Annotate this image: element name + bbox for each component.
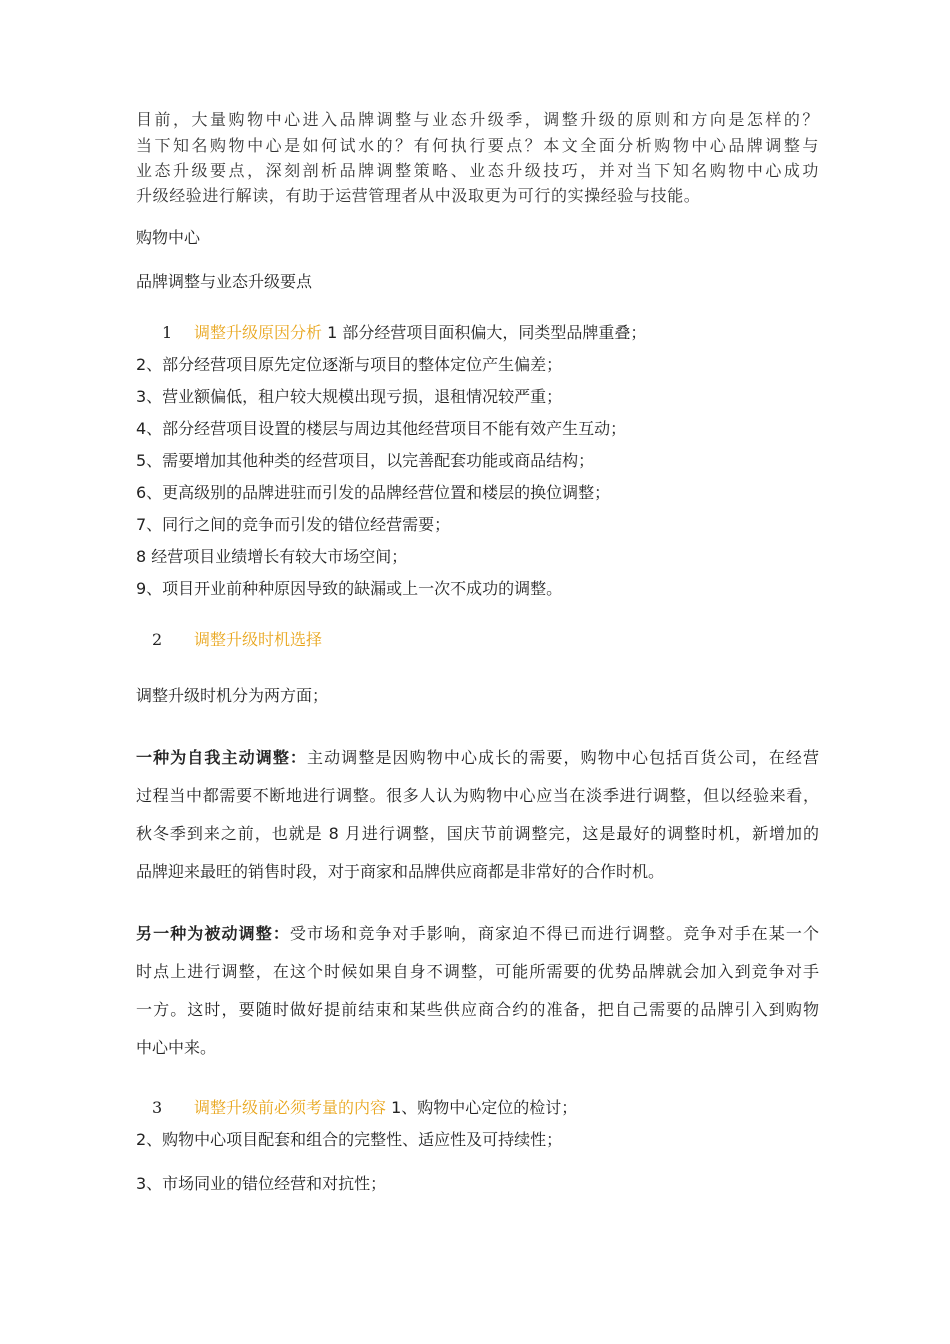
section1-item-2: 2、部分经营项目原先定位逐渐与项目的整体定位产生偏差； [136, 355, 563, 374]
para1-line-2: 过程当中都需要不断地进行调整。很多人认为购物中心应当在淡季进行调整，但以经验来看， [136, 786, 819, 805]
para2-line-2: 时点上进行调整，在这个时候如果自身不调整，可能所需要的优势品牌就会加入到竞争对手 [136, 962, 819, 981]
section3-heading: 调整升级前必须考量的内容 [194, 1098, 387, 1117]
section1-item-7: 7、同行之间的竞争而引发的错位经营需要； [136, 515, 451, 534]
para1-line-3: 秋冬季到来之前，也就是 8 月进行调整，国庆节前调整完，这是最好的调整时机，新增加的 [136, 824, 819, 843]
section1-item-5: 5、需要增加其他种类的经营项目，以完善配套功能或商品结构； [136, 451, 595, 470]
section2-intro: 调整升级时机分为两方面； [136, 686, 329, 705]
title-key-points: 品牌调整与业态升级要点 [136, 272, 313, 291]
section1-item-6: 6、更高级别的品牌进驻而引发的品牌经营位置和楼层的换位调整； [136, 483, 611, 502]
section2-heading-line [136, 630, 322, 650]
para1-line-1 [136, 748, 819, 768]
para2-line-3: 一方。这时，要随时做好提前结束和某些供应商合约的准备，把自己需要的品牌引入到购物 [136, 1000, 819, 1019]
section3-item-2: 2、购物中心项目配套和组合的完整性、适应性及可持续性； [136, 1130, 563, 1149]
section1-item-4: 4、部分经营项目设置的楼层与周边其他经营项目不能有效产生互动； [136, 419, 627, 438]
para2-line-1-text: 受市场和竞争对手影响，商家迫不得已而进行调整。竞争对手在某一个 [289, 924, 819, 943]
intro-line-3: 业态升级要点，深刻剖析品牌调整策略、业态升级技巧，并对当下知名购物中心成功 [136, 161, 819, 180]
para2-line-1 [136, 924, 819, 944]
intro-line-2: 当下知名购物中心是如何试水的？有何执行要点？本文全面分析购物中心品牌调整与 [136, 136, 819, 155]
section3-item-1: 1、购物中心定位的检讨； [391, 1098, 578, 1117]
section3-number: 3 [152, 1098, 163, 1117]
section1-item-3: 3、营业额偏低，租户较大规模出现亏损，退租情况较严重； [136, 387, 563, 406]
section2-heading: 调整升级时机选择 [194, 630, 323, 649]
section1-heading: 调整升级原因分析 [194, 323, 323, 342]
para2-line-4: 中心中来。 [136, 1038, 217, 1057]
para1-line-1-text: 主动调整是因购物中心成长的需要，购物中心包括百货公司，在经营 [307, 748, 819, 767]
section1-heading-line [136, 323, 646, 343]
intro-line-4: 升级经验进行解读，有助于运营管理者从中汲取更为可行的实操经验与技能。 [136, 186, 701, 205]
section1-item-9: 9、项目开业前种种原因导致的缺漏或上一次不成功的调整。 [136, 579, 563, 598]
section3-item-3: 3、市场同业的错位经营和对抗性； [136, 1174, 387, 1193]
para1-bold-lead: 一种为自我主动调整： [136, 748, 308, 767]
section1-item-1: 1 部分经营项目面积偏大，同类型品牌重叠； [327, 323, 647, 342]
para1-line-4: 品牌迎来最旺的销售时段，对于商家和品牌供应商都是非常好的合作时机。 [136, 862, 665, 881]
section2-number: 2 [152, 630, 163, 649]
section1-number: 1 [162, 323, 173, 342]
para2-bold-lead: 另一种为被动调整： [136, 924, 290, 943]
title-shopping-center: 购物中心 [136, 228, 201, 247]
section3-heading-line [136, 1098, 577, 1118]
section1-item-8: 8 经营项目业绩增长有较大市场空间； [136, 547, 408, 566]
intro-line-1: 目前，大量购物中心进入品牌调整与业态升级季，调整升级的原则和方向是怎样的？ [136, 110, 819, 129]
